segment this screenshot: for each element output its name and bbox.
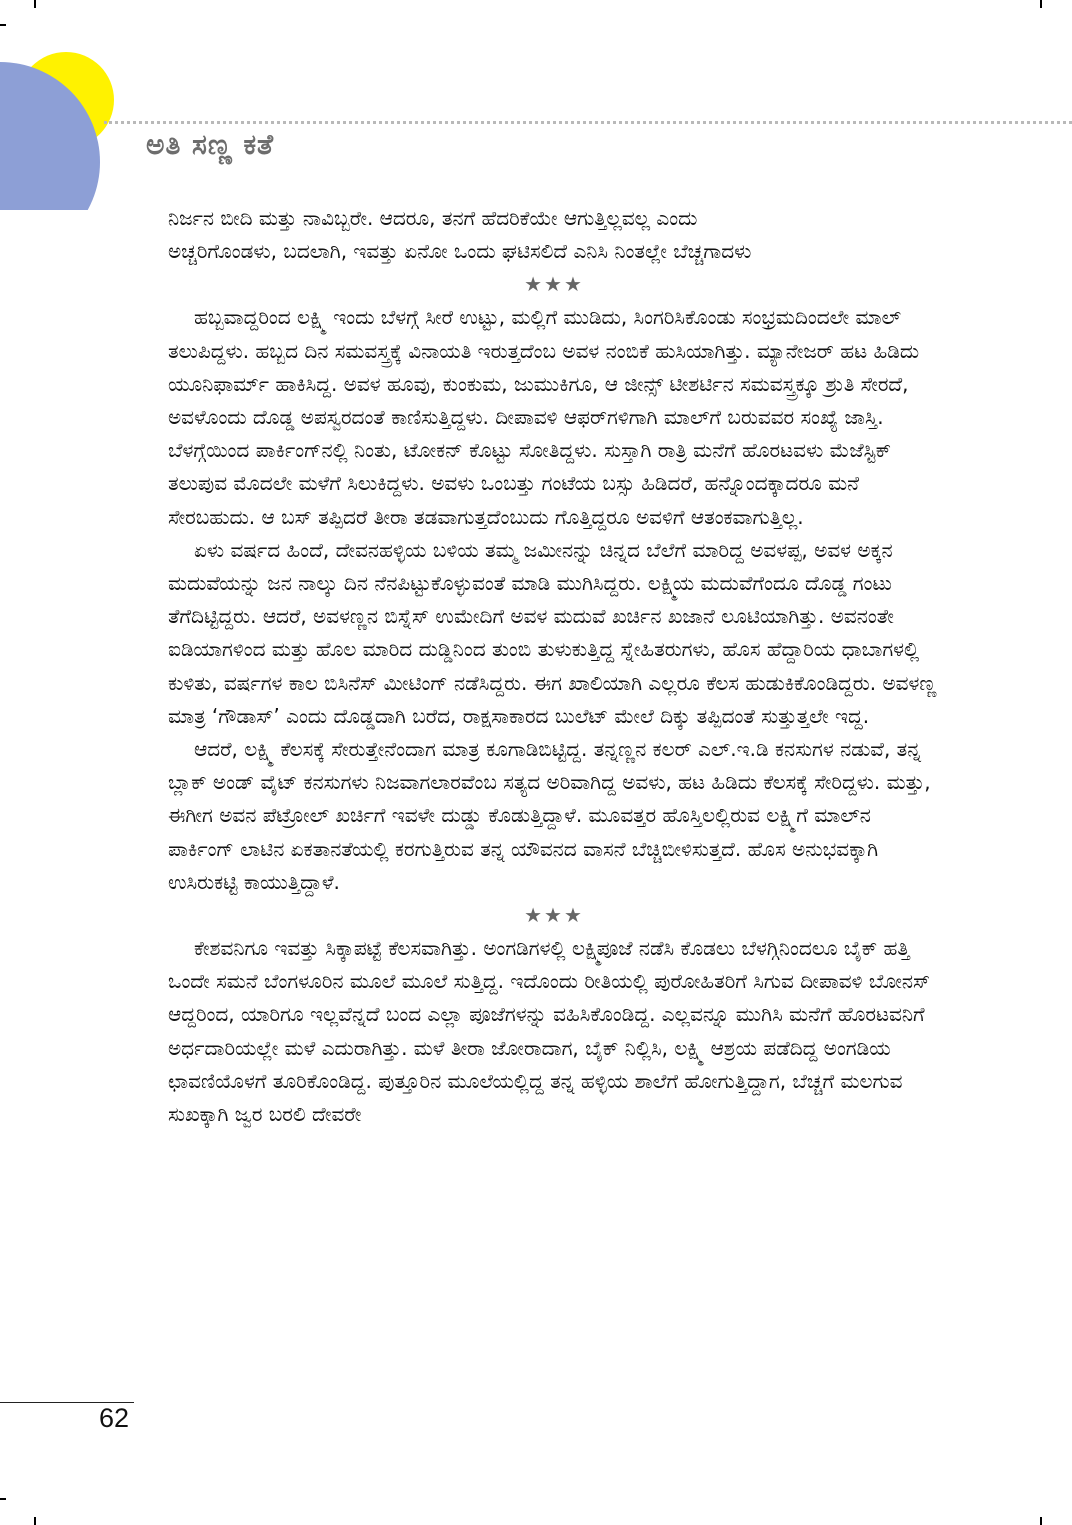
section-separator: ★★★ — [524, 272, 584, 297]
header-decoration — [0, 0, 120, 210]
crop-mark-top-right — [1040, 0, 1042, 8]
paragraph: ಹಬ್ಬವಾದ್ದರಿಂದ ಲಕ್ಷ್ಮಿ ಇಂದು ಬೆಳಗ್ಗೆ ಸೀರೆ ಉಟ್ಟು, ಮಲ್ಲಿಗೆ ಮುಡಿದು, ಸಿಂಗರಿಸಿಕೊಂಡು ಸಂಭ್ರಮದಿಂದಲೇ ಮಾಲ್ ತಲುಪಿದ್ದಳು. ಹಬ್ಬದ ದಿನ ಸಮವಸ್ತ್ರಕ್ಕೆ ವಿನಾಯತಿ ಇರುತ್ತದೆಂಬ ಅವಳ ನಂಬಿಕೆ ಹುಸಿಯಾಗಿತ್ತು. ಮ್ಯಾನೇಜರ್ ಹಟ ಹಿಡಿದು ಯೂನಿಫಾರ್ಮ್ ಹಾಕಿಸಿದ್ದ. ಅವಳ ಹೂವು, ಕುಂಕುಮ, ಜುಮುಕಿಗೂ, ಆ ಜೀನ್ಸ್ ಟೀಶರ್ಟಿನ ಸಮವಸ್ತ್ರಕ್ಕೂ ಶ್ರುತಿ ಸೇರದೆ, ಅವಳೊಂದು ದೊಡ್ಡ ಅಪಸ್ವರದಂತೆ ಕಾಣಿಸುತ್ತಿದ್ದಳು. ದೀಪಾವಳಿ ಆಫರ್‌ಗಳಿಗಾಗಿ ಮಾಲ್‌ಗೆ ಬರುವವರ ಸಂಖ್ಯೆ ಜಾಸ್ತಿ. ಬೆಳಗ್ಗೆಯಿಂದ ಪಾರ್ಕಿಂಗ್‌ನಲ್ಲಿ ನಿಂತು, ಟೋಕನ್ ಕೊಟ್ಟು ಸೋತಿದ್ದಳು. ಸುಸ್ತಾಗಿ ರಾತ್ರಿ ಮನೆಗೆ ಹೊರಟವಳು ಮೆಜೆಸ್ಟಿಕ್ ತಲುಪುವ ಮೊದಲೇ ಮಳೆಗೆ ಸಿಲುಕಿದ್ದಳು. ಅವಳು ಒಂಬತ್ತು ಗಂಟೆಯ ಬಸ್ಸು ಹಿಡಿದರೆ, ಹನ್ನೊಂದಕ್ಕಾದರೂ ಮನೆ ಸೇರಬಹುದು. ಆ ಬಸ್ ತಪ್ಪಿದರೆ ತೀರಾ ತಡವಾಗುತ್ತದೆಂಬುದು ಗೊತ್ತಿದ್ದರೂ ಅವಳಿಗೆ ಆತಂಕವಾಗುತ್ತಿಲ್ಲ. — [168, 305, 920, 529]
section-title: ಅತಿ ಸಣ್ಣ ಕತೆ — [146, 128, 275, 161]
page-number: 62 — [99, 1403, 130, 1433]
paragraph: ಏಳು ವರ್ಷದ ಹಿಂದೆ, ದೇವನಹಳ್ಳಿಯ ಬಳಿಯ ತಮ್ಮ ಜಮೀನನ್ನು ಚಿನ್ನದ ಬೆಲೆಗೆ ಮಾರಿದ್ದ ಅವಳಪ್ಪ, ಅವಳ ಅಕ್ಕನ ಮದುವೆಯನ್ನು ಜನ ನಾಲ್ಕು ದಿನ ನೆನಪಿಟ್ಟುಕೊಳ್ಳುವಂತೆ ಮಾಡಿ ಮುಗಿಸಿದ್ದರು. ಲಕ್ಷ್ಮಿಯ ಮದುವೆಗೆಂದೂ ದೊಡ್ಡ ಗಂಟು ತೆಗೆದಿಟ್ಟಿದ್ದರು. ಆದರೆ, ಅವಳಣ್ಣನ ಬಿಸ್ನೆಸ್ ಉಮೇದಿಗೆ ಅವಳ ಮದುವೆ ಖರ್ಚಿನ ಖಜಾನೆ ಲೂಟಿಯಾಗಿತ್ತು. ಅವನಂತೇ ಐಡಿಯಾಗಳಿಂದ ಮತ್ತು ಹೊಲ ಮಾರಿದ ದುಡ್ಡಿನಿಂದ ತುಂಬಿ ತುಳುಕುತ್ತಿದ್ದ ಸ್ನೇಹಿತರುಗಳು, ಹೊಸ ಹೆದ್ದಾರಿಯ ಧಾಬಾಗಳಲ್ಲಿ ಕುಳಿತು, ವರ್ಷಗಳ ಕಾಲ ಬಿಸಿನೆಸ್ ಮೀಟಿಂಗ್ ನಡೆಸಿದ್ದರು. ಈಗ ಖಾಲಿಯಾಗಿ ಎಲ್ಲರೂ ಕೆಲಸ ಹುಡುಕಿಕೊಂಡಿದ್ದರು. ಅವಳಣ್ಣ ಮಾತ್ರ ‘ಗೌಡಾಸ್’ ಎಂದು ದೊಡ್ಡದಾಗಿ ಬರೆದ, ರಾಕ್ಷಸಾಕಾರದ ಬುಲೆಟ್ ಮೇಲೆ ದಿಕ್ಕು ತಪ್ಪಿದಂತೆ ಸುತ್ತುತ್ತಲೇ ಇದ್ದ. — [168, 537, 937, 728]
header-dotted-rule — [104, 121, 1072, 124]
section-separator: ★★★ — [524, 903, 584, 928]
paragraph: ಆದರೆ, ಲಕ್ಷ್ಮಿ ಕೆಲಸಕ್ಕೆ ಸೇರುತ್ತೇನೆಂದಾಗ ಮಾತ್ರ ಕೂಗಾಡಿಬಿಟ್ಟಿದ್ದ. ತನ್ನಣ್ಣನ ಕಲರ್ ಎಲ್.ಇ.ಡಿ ಕನಸುಗಳ ನಡುವೆ, ತನ್ನ ಬ್ಲಾಕ್ ಅಂಡ್ ವೈಟ್ ಕನಸುಗಳು ನಿಜವಾಗಲಾರವೆಂಬ ಸತ್ಯದ ಅರಿವಾಗಿದ್ದ ಅವಳು, ಹಟ ಹಿಡಿದು ಕೆಲಸಕ್ಕೆ ಸೇರಿದ್ದಳು. ಮತ್ತು, ಈಗೀಗ ಅವನ ಪೆಟ್ರೋಲ್ ಖರ್ಚಿಗೆ ಇವಳೇ ದುಡ್ಡು ಕೊಡುತ್ತಿದ್ದಾಳೆ. ಮೂವತ್ತರ ಹೊಸ್ತಿಲಲ್ಲಿರುವ ಲಕ್ಷ್ಮಿಗೆ ಮಾಲ್‌ನ ಪಾರ್ಕಿಂಗ್ ಲಾಟಿನ ಏಕತಾನತೆಯಲ್ಲಿ ಕರಗುತ್ತಿರುವ ತನ್ನ ಯೌವನದ ವಾಸನೆ ಬೆಚ್ಚಿಬೀಳಿಸುತ್ತದೆ. ಹೊಸ ಅನುಭವಕ್ಕಾಗಿ ಉಸಿರುಕಟ್ಟಿ ಕಾಯುತ್ತಿದ್ದಾಳೆ. — [168, 737, 931, 894]
crop-mark-bottom-left — [34, 1517, 36, 1525]
crop-mark-bottom-right — [1040, 1517, 1042, 1525]
intro-line: ನಿರ್ಜನ ಬೀದಿ ಮತ್ತು ನಾವಿಬ್ಬರೇ. ಆದರೂ, ತನಗೆ ಹೆದರಿಕೆಯೇ ಆಗುತ್ತಿಲ್ಲವಲ್ಲ ಎಂದು — [168, 206, 698, 230]
intro-line: ಅಚ್ಚರಿಗೊಂಡಳು, ಬದಲಾಗಿ, ಇವತ್ತು ಏನೋ ಒಂದು ಘಟಿಸಲಿದೆ ಎನಿಸಿ ನಿಂತಲ್ಲೇ ಬೆಚ್ಚಗಾದಳು — [168, 239, 752, 264]
crop-mark-left-lower — [0, 1498, 6, 1500]
story-body — [168, 202, 940, 1131]
paragraph: ಕೇಶವನಿಗೂ ಇವತ್ತು ಸಿಕ್ಕಾಪಟ್ಟೆ ಕೆಲಸವಾಗಿತ್ತು. ಅಂಗಡಿಗಳಲ್ಲಿ ಲಕ್ಷ್ಮಿಪೂಜೆ ನಡೆಸಿ ಕೊಡಲು ಬೆಳಗ್ಗಿನಿಂದಲೂ ಬೈಕ್ ಹತ್ತಿ ಒಂದೇ ಸಮನೆ ಬೆಂಗಳೂರಿನ ಮೂಲೆ ಮೂಲೆ ಸುತ್ತಿದ್ದ. ಇದೊಂದು ರೀತಿಯಲ್ಲಿ ಪುರೋಹಿತರಿಗೆ ಸಿಗುವ ದೀಪಾವಳಿ ಬೋನಸ್ ಆದ್ದರಿಂದ, ಯಾರಿಗೂ ಇಲ್ಲವೆನ್ನದೆ ಬಂದ ಎಲ್ಲಾ ಪೂಜೆಗಳನ್ನು ವಹಿಸಿಕೊಂಡಿದ್ದ. ಎಲ್ಲವನ್ನೂ ಮುಗಿಸಿ ಮನೆಗೆ ಹೊರಟವನಿಗೆ ಅರ್ಧದಾರಿಯಲ್ಲೇ ಮಳೆ ಎದುರಾಗಿತ್ತು. ಮಳೆ ತೀರಾ ಜೋರಾದಾಗ, ಬೈಕ್ ನಿಲ್ಲಿಸಿ, ಲಕ್ಷ್ಮಿ ಆಶ್ರಯ ಪಡೆದಿದ್ದ ಅಂಗಡಿಯ ಛಾವಣಿಯೊಳಗೆ ತೂರಿಕೊಂಡಿದ್ದ. ಪುತ್ತೂರಿನ ಮೂಲೆಯಲ್ಲಿದ್ದ ತನ್ನ ಹಳ್ಳಿಯ ಶಾಲೆಗೆ ಹೋಗುತ್ತಿದ್ದಾಗ, ಬೆಚ್ಚಗೆ ಮಲಗುವ ಸುಖಕ್ಕಾಗಿ ಜ್ವರ ಬರಲಿ ದೇವರೇ — [168, 936, 931, 1127]
